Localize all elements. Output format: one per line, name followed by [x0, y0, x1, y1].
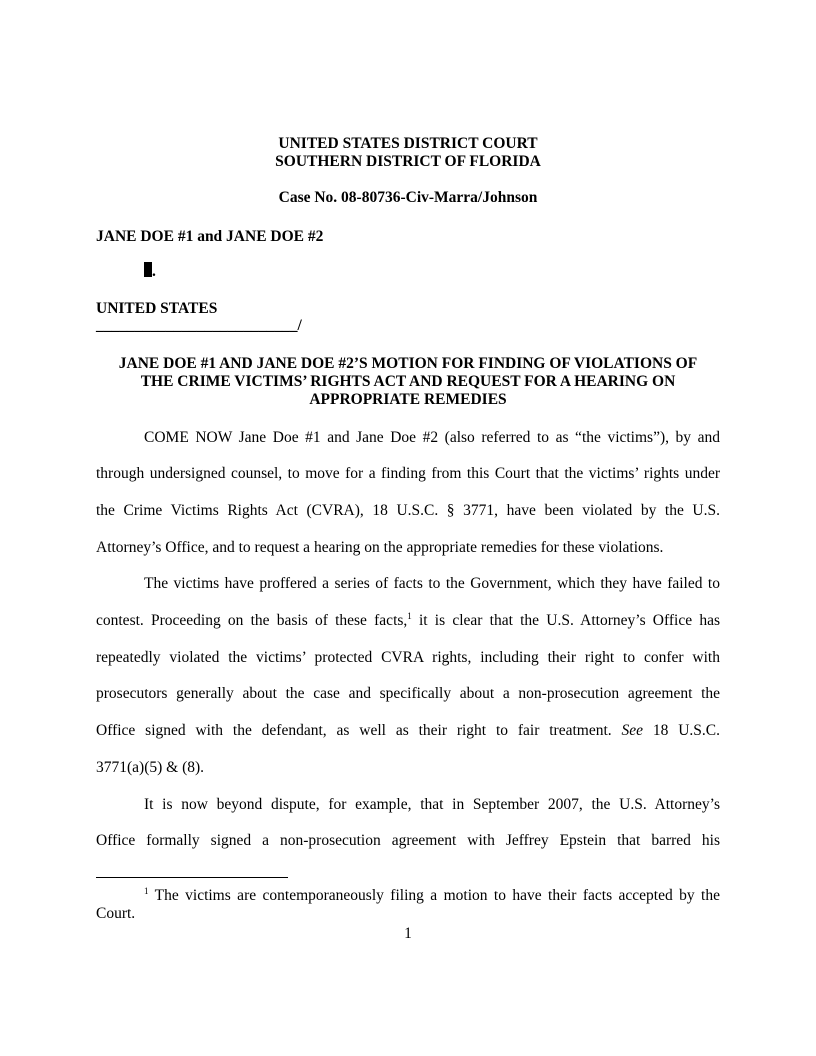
body-line: the Crime Victims Rights Act (CVRA), 18 U.S.C. § 3771, have been violated by the U.S.: [96, 502, 720, 519]
citation-signal: See: [621, 722, 644, 739]
footnote-line: [144, 887, 720, 905]
footnote-text: The victims are contemporaneously filing a motion to have their facts accepted by the: [148, 887, 720, 904]
body-text: 18 U.S.C.: [643, 722, 720, 739]
footnote-separator: [96, 877, 288, 878]
motion-title-line-2: THE CRIME VICTIMS’ RIGHTS ACT AND REQUEST FOR A HEARING ON: [140, 373, 676, 390]
footnote-line: Court.: [96, 905, 136, 922]
court-district: SOUTHERN DISTRICT OF FLORIDA: [275, 153, 541, 170]
redaction-box: [144, 262, 152, 277]
body-line: through undersigned counsel, to move for a finding from this Court that the victims’ rights under: [96, 465, 720, 482]
body-line: [96, 612, 720, 630]
body-line: Office formally signed a non-prosecution agreement with Jeffrey Epstein that barred his: [96, 832, 720, 849]
defendant-caption: UNITED STATES: [96, 300, 218, 317]
body-text: Office signed with the defendant, as well as their right to fair treatment.: [96, 722, 622, 739]
footnote-number: 1: [144, 885, 149, 896]
body-line: prosecutors generally about the case and specifically about a non-prosecution agreement the: [96, 685, 720, 702]
plaintiffs-caption: JANE DOE #1 and JANE DOE #2: [96, 228, 324, 245]
body-line: [96, 722, 720, 740]
motion-title-line-3: APPROPRIATE REMEDIES: [309, 391, 507, 408]
body-line: It is now beyond dispute, for example, that in September 2007, the U.S. Attorney’s: [144, 796, 720, 813]
versus-suffix: .: [152, 263, 156, 280]
court-name: UNITED STATES DISTRICT COURT: [278, 135, 538, 152]
body-text: it is clear that the U.S. Attorney’s Office has: [411, 612, 720, 629]
motion-title-line-1: JANE DOE #1 AND JANE DOE #2’S MOTION FOR FINDING OF VIOLATIONS OF: [118, 355, 698, 372]
caption-signature-line: __________________________/: [96, 317, 302, 334]
case-number: Case No. 08-80736-Civ-Marra/Johnson: [278, 189, 538, 206]
body-line: Attorney’s Office, and to request a hearing on the appropriate remedies for these violations.: [96, 539, 664, 556]
body-line: 3771(a)(5) & (8).: [96, 759, 205, 776]
body-line: COME NOW Jane Doe #1 and Jane Doe #2 (also referred to as “the victims”), by and: [144, 429, 720, 446]
body-text: contest. Proceeding on the basis of these facts,: [96, 612, 408, 629]
page-number: 1: [404, 925, 412, 942]
footnote-reference: 1: [407, 610, 412, 621]
body-line: The victims have proffered a series of facts to the Government, which they have failed to: [144, 575, 720, 592]
body-line: repeatedly violated the victims’ protected CVRA rights, including their right to confer with: [96, 649, 720, 666]
